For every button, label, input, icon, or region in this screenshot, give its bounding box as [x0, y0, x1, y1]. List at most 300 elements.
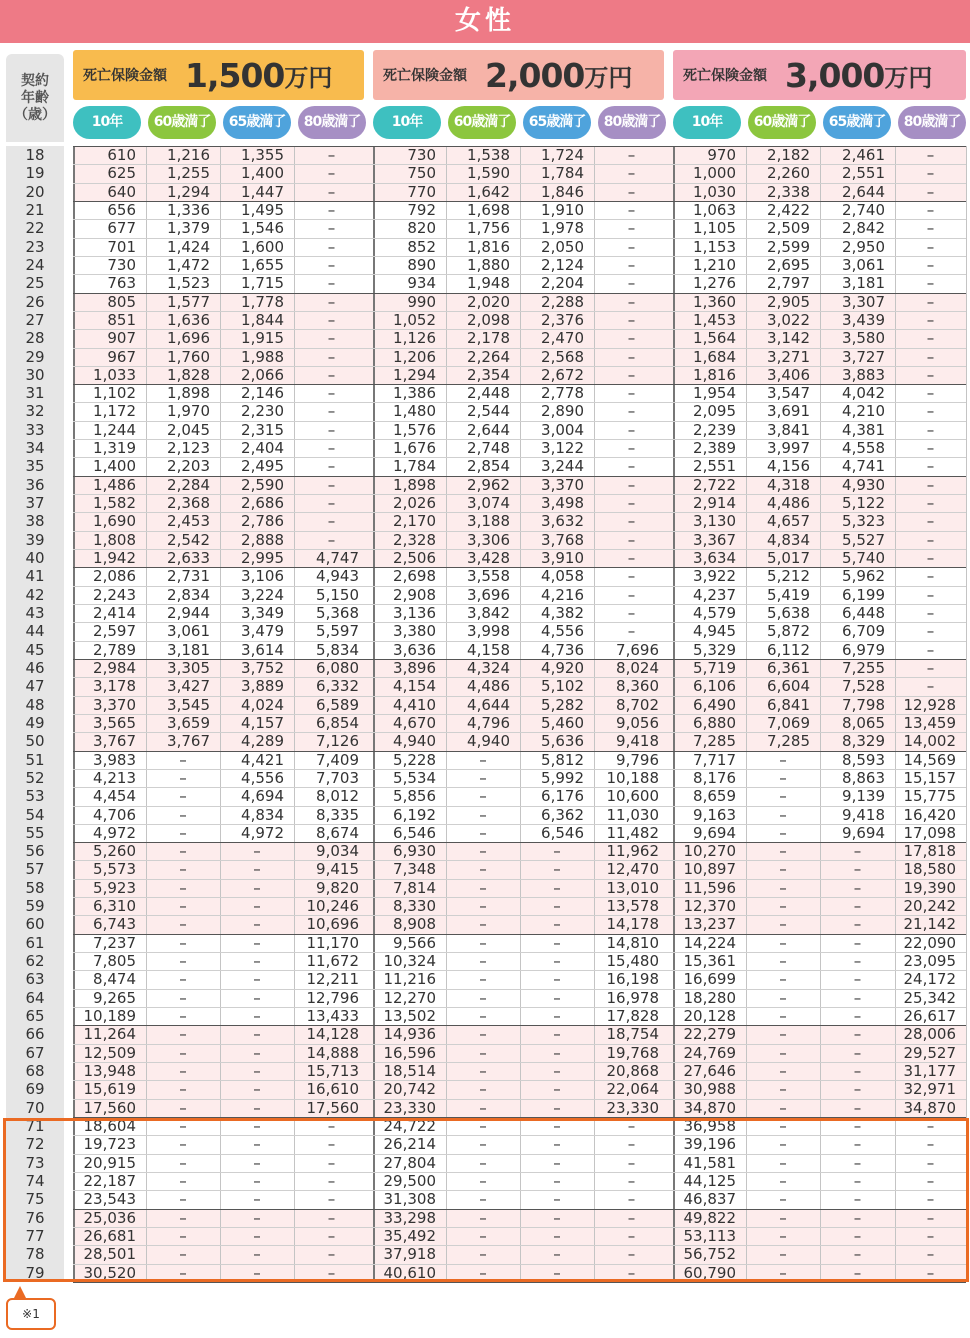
table-cell: – [779, 750, 787, 769]
table-cell: – [253, 1116, 261, 1135]
table-cell: 4,834 [767, 530, 810, 549]
table-cell: 17,818 [903, 842, 956, 861]
table-cell: 2,644 [467, 420, 510, 439]
table-cell: – [553, 860, 561, 879]
table-cell: 770 [407, 182, 436, 201]
table-cell: 1,379 [167, 219, 210, 238]
table-cell: 1,784 [541, 164, 584, 183]
table-cell: 9,139 [842, 787, 885, 806]
table-cell: 5,282 [541, 695, 584, 714]
table-cell: 13,433 [306, 1007, 359, 1026]
table-cell: – [327, 457, 336, 476]
table-cell: 1,846 [541, 182, 584, 201]
table-cell: 1,033 [93, 365, 136, 384]
group-label: 死亡保険金額 [383, 68, 467, 84]
table-cell: 12,796 [306, 988, 359, 1007]
table-cell: 12,211 [306, 970, 359, 989]
table-cell: – [553, 915, 561, 934]
group-label: 死亡保険金額 [683, 68, 767, 84]
table-cell: – [853, 1208, 862, 1227]
table-cell: – [627, 402, 636, 421]
table-cell: 2,050 [541, 237, 584, 256]
table-cell: 3,479 [241, 622, 284, 641]
table-cell: 49,822 [683, 1208, 736, 1227]
table-cell: 6,361 [767, 658, 810, 677]
age-cell: 26 [25, 292, 45, 311]
table-cell: 2,888 [241, 530, 284, 549]
table-cell: 11,482 [606, 823, 659, 842]
group-header-1 [73, 50, 364, 100]
table-cell: 7,348 [393, 860, 436, 879]
table-cell: – [779, 1153, 787, 1172]
table-cell: 4,558 [842, 439, 885, 458]
table-cell: 10,246 [306, 897, 359, 916]
table-cell: – [479, 1226, 487, 1245]
table-cell: 1,576 [393, 420, 436, 439]
age-cell: 72 [25, 1135, 45, 1154]
table-cell: – [853, 860, 862, 879]
table-cell: 852 [407, 237, 436, 256]
table-cell: 2,597 [93, 622, 136, 641]
table-cell: – [627, 420, 636, 439]
table-cell: 3,106 [241, 567, 284, 586]
table-cell: 3,061 [167, 622, 210, 641]
table-cell: 4,486 [467, 677, 510, 696]
table-cell: 5,962 [842, 567, 885, 586]
table-cell: 2,797 [767, 274, 810, 293]
table-cell: 10,897 [683, 860, 736, 879]
table-cell: 7,069 [767, 713, 810, 732]
table-cell: 2,672 [541, 365, 584, 384]
table-cell: – [627, 1135, 636, 1154]
table-cell: 6,490 [693, 695, 736, 714]
table-cell: 3,632 [541, 512, 584, 531]
table-cell: – [926, 1263, 935, 1282]
table-cell: 9,265 [93, 988, 136, 1007]
table-cell: 2,124 [541, 255, 584, 274]
age-cell: 69 [25, 1080, 45, 1099]
table-cell: 5,368 [316, 604, 359, 622]
table-cell: – [179, 1025, 187, 1044]
table-cell: – [253, 1226, 261, 1245]
table-cell: – [926, 1153, 935, 1172]
table-cell: 2,243 [93, 585, 136, 604]
table-cell: – [327, 475, 336, 494]
table-cell: 22,279 [683, 1025, 736, 1044]
table-cell: 2,020 [467, 292, 510, 311]
table-cell: – [253, 952, 261, 971]
table-cell: – [553, 1098, 561, 1117]
table-cell: – [479, 1098, 487, 1117]
table-cell: 44,125 [683, 1171, 736, 1190]
table-cell: 8,335 [316, 805, 359, 824]
table-cell: 8,659 [693, 787, 736, 806]
table-cell: 2,470 [541, 329, 584, 348]
table-cell: 1,942 [93, 549, 136, 568]
table-cell: 2,506 [393, 549, 436, 568]
table-cell: 1,400 [241, 164, 284, 183]
table-cell: – [779, 1208, 787, 1227]
table-cell: – [926, 146, 935, 164]
table-cell: – [327, 329, 336, 348]
table-cell: – [327, 200, 336, 219]
table-cell: 3,727 [842, 347, 885, 366]
table-cell: – [327, 1226, 336, 1245]
table-cell: 3,178 [93, 677, 136, 696]
table-cell: – [553, 1153, 561, 1172]
table-cell: – [779, 1245, 787, 1264]
table-cell: 1,294 [393, 365, 436, 384]
table-cell: 15,619 [83, 1080, 136, 1099]
table-cell: 1,642 [467, 182, 510, 201]
table-cell: – [327, 164, 336, 183]
table-cell: – [179, 1263, 187, 1282]
table-cell: 1,954 [693, 384, 736, 403]
age-cell: 39 [25, 530, 45, 549]
table-cell: 2,204 [541, 274, 584, 293]
table-cell: 1,546 [241, 219, 284, 238]
table-cell: 11,672 [306, 952, 359, 971]
table-cell: – [779, 1025, 787, 1044]
term-pill-3-2: 60歳満了 [748, 106, 816, 139]
table-cell: – [253, 842, 261, 861]
table-cell: 16,596 [383, 1043, 436, 1062]
age-cell: 77 [25, 1226, 45, 1245]
table-cell: 14,224 [683, 933, 736, 952]
table-cell: – [926, 292, 935, 311]
table-cell: – [553, 1226, 561, 1245]
table-cell: – [253, 1171, 261, 1190]
table-cell: 40,610 [383, 1263, 436, 1282]
table-cell: 2,264 [467, 347, 510, 366]
table-cell: 3,439 [842, 310, 885, 329]
table-cell: – [327, 1208, 336, 1227]
table-cell: – [253, 860, 261, 879]
table-cell: 5,573 [93, 860, 136, 879]
table-cell: 1,000 [693, 164, 736, 183]
table-cell: 4,318 [767, 475, 810, 494]
table-cell: – [253, 1190, 261, 1209]
table-cell: 4,556 [541, 622, 584, 641]
table-cell: 5,992 [541, 768, 584, 787]
table-cell: 31,177 [903, 1062, 956, 1080]
table-cell: – [853, 1098, 862, 1117]
table-cell: – [926, 512, 935, 531]
table-cell: – [327, 420, 336, 439]
table-cell: 3,841 [767, 420, 810, 439]
table-cell: – [479, 915, 487, 934]
table-cell: 3,634 [693, 549, 736, 568]
table-cell: 1,172 [93, 402, 136, 421]
table-cell: 4,736 [541, 640, 584, 659]
table-cell: 28,006 [903, 1025, 956, 1044]
table-cell: – [327, 1263, 336, 1282]
table-cell: 1,715 [241, 274, 284, 293]
table-cell: 17,560 [83, 1098, 136, 1117]
table-cell: 10,696 [306, 915, 359, 934]
table-cell: 1,948 [467, 274, 510, 293]
table-cell: 907 [107, 329, 136, 348]
table-cell: 9,418 [616, 732, 659, 751]
table-cell: 13,578 [606, 897, 659, 916]
table-cell: 6,310 [93, 897, 136, 916]
table-cell: – [179, 1116, 187, 1135]
table-cell: 3,558 [467, 567, 510, 586]
table-cell: – [853, 1245, 862, 1264]
table-cell: 1,970 [167, 402, 210, 421]
table-cell: 18,604 [83, 1116, 136, 1135]
table-cell: – [553, 1043, 561, 1062]
table-cell: – [627, 237, 636, 256]
table-cell: – [853, 933, 862, 952]
table-cell: 5,323 [842, 512, 885, 531]
table-cell: 3,181 [842, 274, 885, 293]
table-cell: – [479, 1245, 487, 1264]
table-cell: – [926, 365, 935, 384]
table-cell: – [179, 805, 187, 824]
table-cell: – [779, 1263, 787, 1282]
table-cell: 12,470 [606, 860, 659, 879]
table-cell: – [179, 1043, 187, 1062]
age-cell: 25 [25, 274, 45, 293]
table-cell: 2,905 [767, 292, 810, 311]
table-cell: 4,210 [842, 402, 885, 421]
table-cell: – [327, 1245, 336, 1264]
age-cell: 56 [25, 842, 45, 861]
table-cell: 34,870 [903, 1098, 956, 1117]
table-cell: – [926, 549, 935, 568]
table-cell: – [779, 1116, 787, 1135]
table-cell: – [253, 988, 261, 1007]
age-cell: 79 [25, 1263, 45, 1282]
age-column-header: 契約 年齢 （歳） [6, 54, 64, 142]
table-cell: 2,686 [241, 494, 284, 513]
table-cell: 33,298 [383, 1208, 436, 1227]
table-cell: 2,842 [842, 219, 885, 238]
table-cell: – [779, 1080, 787, 1099]
table-cell: 12,370 [683, 897, 736, 916]
age-cell: 27 [25, 310, 45, 329]
table-cell: 1,910 [541, 200, 584, 219]
table-cell: – [779, 915, 787, 934]
table-cell: – [179, 787, 187, 806]
table-cell: 20,128 [683, 1007, 736, 1026]
age-cell: 22 [25, 219, 45, 238]
table-cell: 1,244 [93, 420, 136, 439]
table-cell: – [779, 952, 787, 971]
table-cell: 1,400 [93, 457, 136, 476]
table-cell: 39,196 [683, 1135, 736, 1154]
table-cell: 3,370 [541, 475, 584, 494]
table-cell: 2,098 [467, 310, 510, 329]
table-cell: 8,863 [842, 768, 885, 787]
table-cell: – [627, 365, 636, 384]
table-cell: – [327, 237, 336, 256]
group-label: 死亡保険金額 [83, 68, 167, 84]
table-cell: 29,500 [383, 1171, 436, 1190]
age-cell: 78 [25, 1245, 45, 1264]
table-cell: – [253, 1007, 261, 1026]
table-cell: – [627, 622, 636, 641]
table-cell: – [327, 494, 336, 513]
table-cell: – [627, 1208, 636, 1227]
table-cell: 3,842 [467, 604, 510, 622]
table-cell: – [853, 878, 862, 897]
table-cell: – [327, 292, 336, 311]
age-cell: 62 [25, 952, 45, 971]
table-cell: 5,212 [767, 567, 810, 586]
table-cell: 1,844 [241, 310, 284, 329]
table-cell: – [926, 585, 935, 604]
age-cell: 31 [25, 384, 45, 403]
table-cell: 3,130 [693, 512, 736, 531]
table-cell: 820 [407, 219, 436, 238]
table-cell: 14,888 [306, 1043, 359, 1062]
table-cell: 805 [107, 292, 136, 311]
table-cell: – [627, 255, 636, 274]
table-cell: 851 [107, 310, 136, 329]
table-cell: 18,754 [606, 1025, 659, 1044]
table-cell: – [179, 1135, 187, 1154]
term-pill-1-2: 60歳満了 [148, 106, 216, 139]
table-cell: 9,694 [693, 823, 736, 842]
table-cell: 2,453 [167, 512, 210, 531]
table-cell: 5,638 [767, 604, 810, 622]
table-cell: 6,106 [693, 677, 736, 696]
table-cell: 3,305 [167, 658, 210, 677]
table-cell: – [926, 494, 935, 513]
age-cell: 37 [25, 494, 45, 513]
table-cell: – [179, 1098, 187, 1117]
table-cell: – [926, 1171, 935, 1190]
table-cell: 1,355 [241, 146, 284, 164]
age-cell: 51 [25, 750, 45, 769]
table-cell: 1,880 [467, 255, 510, 274]
group-unit: 万円 [884, 63, 933, 92]
table-cell: 14,936 [383, 1025, 436, 1044]
table-cell: 32,971 [903, 1080, 956, 1099]
group-header-2 [373, 50, 664, 100]
table-cell: 2,230 [241, 402, 284, 421]
table-cell: 31,308 [383, 1190, 436, 1209]
table-cell: – [627, 512, 636, 531]
table-cell: 3,752 [241, 658, 284, 677]
group-amount: 3,000 [785, 55, 885, 95]
term-pill-2-1: 10年 [373, 106, 441, 139]
table-cell: 26,617 [903, 1007, 956, 1026]
table-cell: 5,419 [767, 585, 810, 604]
age-cell: 55 [25, 823, 45, 842]
table-cell: 2,170 [393, 512, 436, 531]
table-cell: 5,812 [541, 750, 584, 769]
age-cell: 63 [25, 970, 45, 989]
table-cell: 12,270 [383, 988, 436, 1007]
table-cell: 18,514 [383, 1062, 436, 1080]
table-cell: 2,599 [767, 237, 810, 256]
table-cell: 6,709 [842, 622, 885, 641]
table-cell: – [327, 255, 336, 274]
table-cell: 9,034 [316, 842, 359, 861]
table-cell: 701 [107, 237, 136, 256]
table-cell: 4,940 [467, 732, 510, 751]
table-cell: 1,276 [693, 274, 736, 293]
table-cell: – [253, 1208, 261, 1227]
age-cell: 33 [25, 420, 45, 439]
table-cell: 2,551 [842, 164, 885, 183]
table-cell: 2,748 [467, 439, 510, 458]
table-cell: – [479, 1062, 487, 1080]
table-cell: – [479, 1080, 487, 1099]
table-cell: 15,157 [903, 768, 956, 787]
table-cell: 5,329 [693, 640, 736, 659]
age-cell: 68 [25, 1062, 45, 1080]
table-cell: – [253, 1263, 261, 1282]
table-cell: 9,415 [316, 860, 359, 879]
table-cell: – [627, 219, 636, 238]
table-cell: 27,646 [683, 1062, 736, 1080]
table-cell: 7,237 [93, 933, 136, 952]
table-cell: 8,702 [616, 695, 659, 714]
table-cell: 5,260 [93, 842, 136, 861]
table-cell: 3,122 [541, 439, 584, 458]
table-cell: 4,024 [241, 695, 284, 714]
table-cell: 3,659 [167, 713, 210, 732]
table-cell: – [926, 274, 935, 293]
table-cell: 8,908 [393, 915, 436, 934]
table-cell: 4,381 [842, 420, 885, 439]
table-cell: – [179, 1245, 187, 1264]
table-cell: 17,828 [606, 1007, 659, 1026]
table-cell: 6,080 [316, 658, 359, 677]
age-cell: 38 [25, 512, 45, 531]
column-divider [966, 146, 967, 1281]
table-cell: – [179, 750, 187, 769]
table-cell: 7,255 [842, 658, 885, 677]
table-cell: 2,731 [167, 567, 210, 586]
table-cell: 2,568 [541, 347, 584, 366]
table-cell: 610 [107, 146, 136, 164]
table-cell: – [779, 787, 787, 806]
table-cell: – [926, 200, 935, 219]
table-cell: 7,409 [316, 750, 359, 769]
table-cell: 3,428 [467, 549, 510, 568]
table-cell: 17,098 [903, 823, 956, 842]
table-cell: 4,644 [467, 695, 510, 714]
table-cell: 2,544 [467, 402, 510, 421]
table-cell: 2,509 [767, 219, 810, 238]
table-cell: – [179, 1007, 187, 1026]
table-cell: – [779, 933, 787, 952]
table-cell: – [779, 842, 787, 861]
table-cell: 3,614 [241, 640, 284, 659]
table-cell: 27,804 [383, 1153, 436, 1172]
table-cell: 1,453 [693, 310, 736, 329]
term-pill-3-1: 10年 [673, 106, 741, 139]
table-cell: – [479, 1116, 487, 1135]
table-cell: – [627, 1263, 636, 1282]
table-cell: – [627, 530, 636, 549]
table-cell: 4,972 [93, 823, 136, 842]
table-cell: – [627, 549, 636, 568]
table-cell: – [179, 1190, 187, 1209]
table-cell: – [327, 347, 336, 366]
table-cell: – [253, 970, 261, 989]
age-cell: 70 [25, 1098, 45, 1117]
group-amount: 1,500 [185, 55, 285, 95]
table-cell: – [553, 1025, 561, 1044]
table-cell: 750 [407, 164, 436, 183]
table-cell: 4,410 [393, 695, 436, 714]
